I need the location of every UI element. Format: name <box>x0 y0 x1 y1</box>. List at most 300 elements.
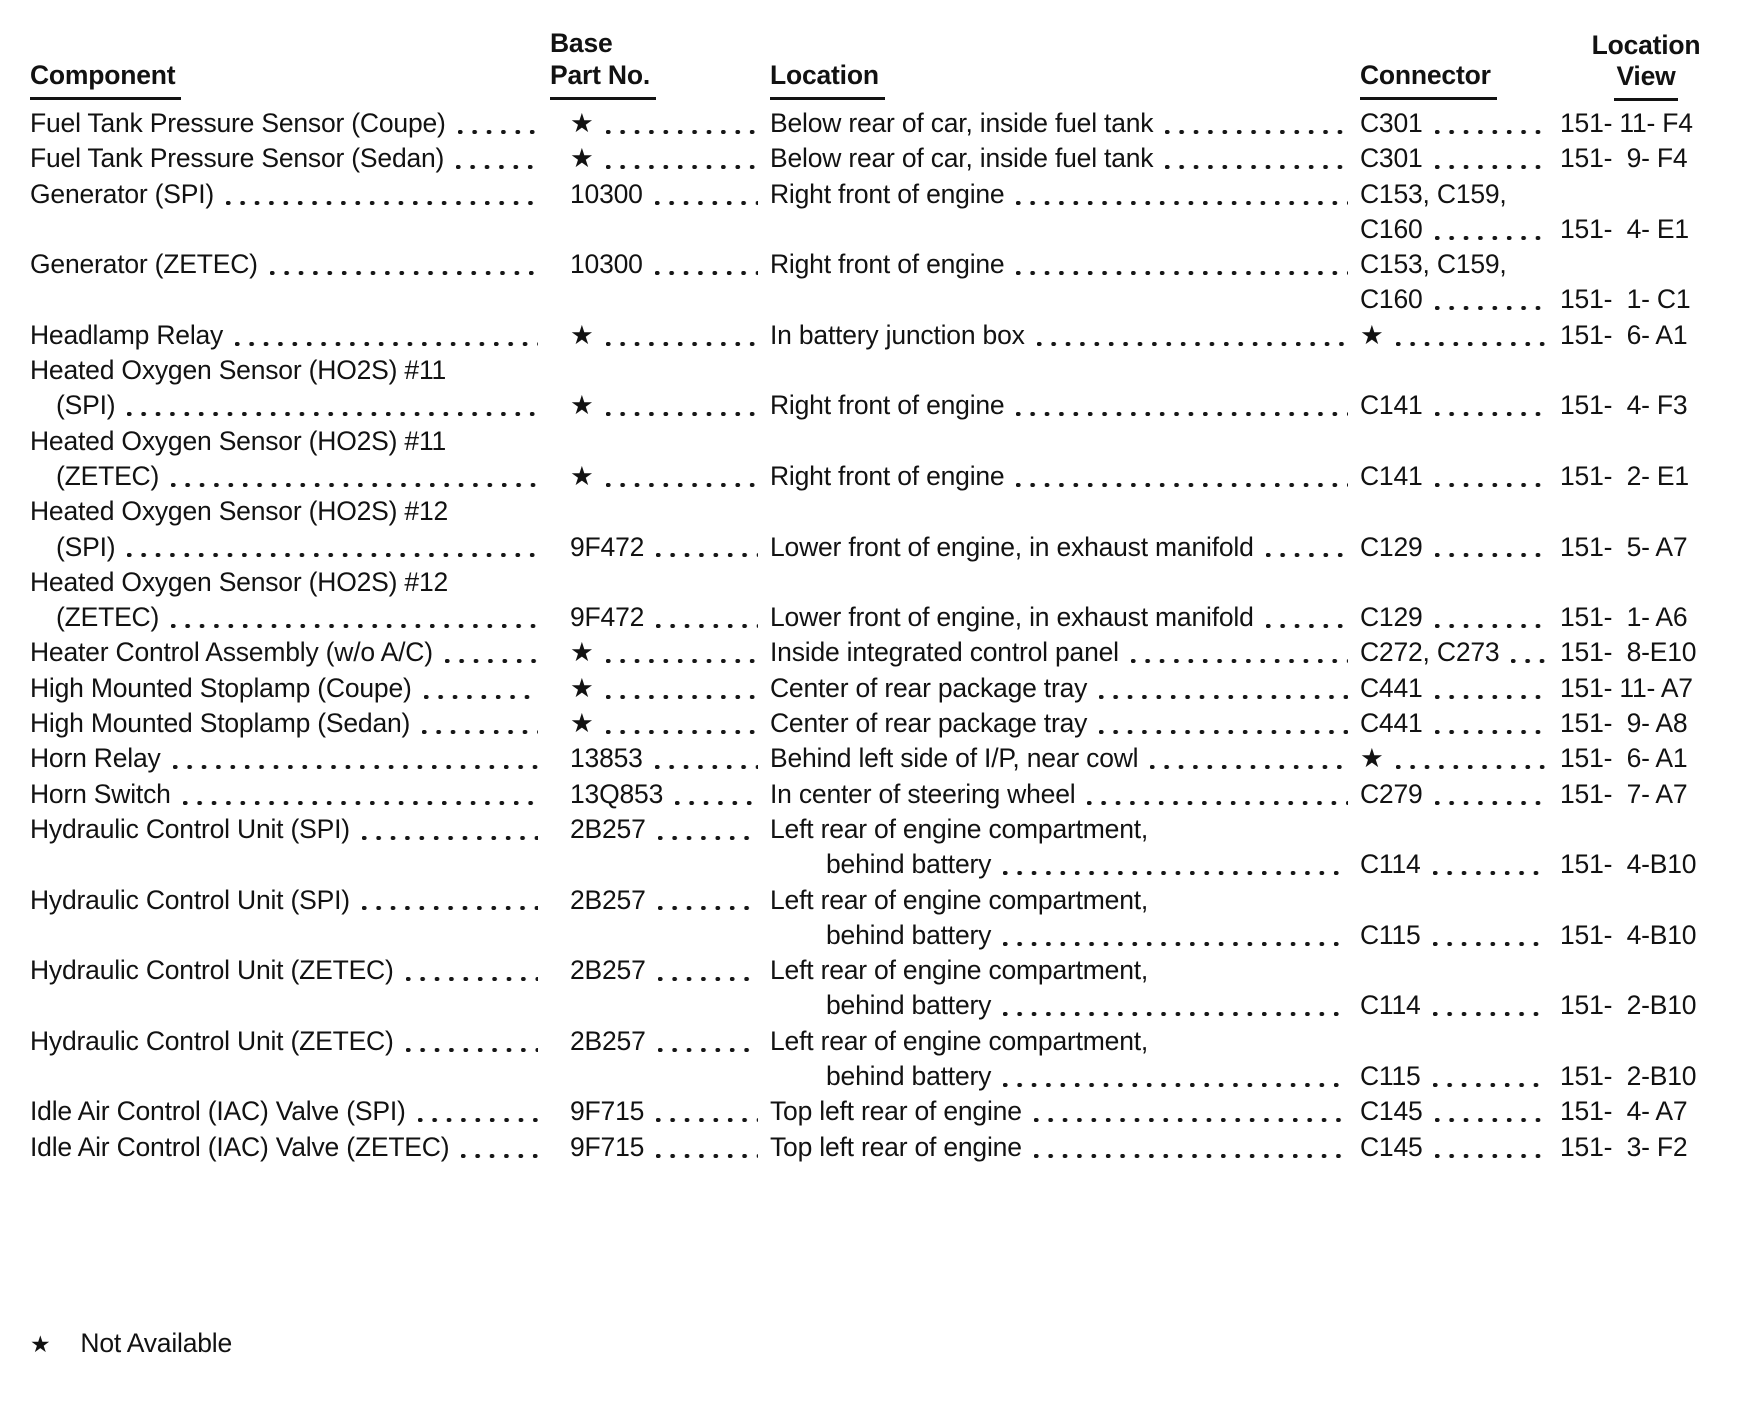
part-text: 2B257 <box>570 813 646 844</box>
connector-cell <box>1360 494 1560 529</box>
location-text: Left rear of engine compartment, <box>770 884 1149 915</box>
view-text: 151- 1- A6 <box>1560 602 1688 633</box>
component-cell <box>30 247 550 282</box>
dot-leader <box>406 977 538 981</box>
table-row <box>30 353 1736 388</box>
dot-leader <box>1433 1083 1548 1087</box>
location-cell <box>770 494 1360 529</box>
part-cell <box>550 106 770 141</box>
dot-leader <box>1435 483 1548 487</box>
component-cell <box>30 282 550 317</box>
connector-cell <box>1360 635 1560 670</box>
dot-leader <box>406 1048 538 1052</box>
connector-cell <box>1360 883 1560 918</box>
table-row <box>30 177 1736 212</box>
part-text: ★ <box>570 319 594 350</box>
view-cell <box>1560 988 1736 1023</box>
column-header-location-label: Location <box>770 60 885 100</box>
dot-leader <box>606 342 758 346</box>
table-row <box>30 741 1736 776</box>
location-cell <box>770 177 1360 212</box>
view-cell <box>1560 318 1736 353</box>
connector-cell <box>1360 282 1560 317</box>
component-cell <box>30 741 550 776</box>
dot-leader <box>1435 695 1548 699</box>
connector-text: C160 <box>1360 213 1423 244</box>
dot-leader <box>1003 871 1348 875</box>
connector-text: C141 <box>1360 390 1423 421</box>
location-cell <box>770 141 1360 176</box>
part-cell <box>550 706 770 741</box>
dot-leader <box>606 730 758 734</box>
part-cell <box>550 600 770 635</box>
view-cell <box>1560 353 1736 388</box>
dot-leader <box>1003 1083 1348 1087</box>
dot-leader <box>1034 1154 1348 1158</box>
location-cell <box>770 741 1360 776</box>
part-cell <box>550 671 770 706</box>
component-cell <box>30 106 550 141</box>
connector-cell <box>1360 706 1560 741</box>
connector-cell <box>1360 459 1560 494</box>
component-cell <box>30 812 550 847</box>
column-header-connector <box>1360 60 1497 100</box>
view-cell <box>1560 565 1736 600</box>
dot-leader <box>655 271 758 275</box>
column-header-part-no <box>550 60 656 100</box>
dot-leader <box>1435 730 1548 734</box>
connector-cell <box>1360 318 1560 353</box>
component-cell <box>30 671 550 706</box>
connector-cell <box>1360 353 1560 388</box>
connector-text: C114 <box>1360 990 1421 1021</box>
connector-text: C301 <box>1360 143 1423 174</box>
table-row <box>30 565 1736 600</box>
connector-text: C301 <box>1360 108 1423 138</box>
dot-leader <box>1433 942 1548 946</box>
dot-leader <box>1150 765 1348 769</box>
table-row <box>30 1094 1736 1129</box>
location-cell <box>770 212 1360 247</box>
component-cell <box>30 565 550 600</box>
component-cell <box>30 1130 550 1165</box>
component-cell <box>30 212 550 247</box>
connector-text: C145 <box>1360 1131 1423 1162</box>
location-text: Lower front of engine, in exhaust manifold <box>770 531 1254 562</box>
view-cell <box>1560 600 1736 635</box>
component-cell <box>30 706 550 741</box>
location-cell <box>770 106 1360 141</box>
location-cell <box>770 706 1360 741</box>
location-cell <box>770 565 1360 600</box>
location-text: behind battery <box>826 919 992 950</box>
connector-text: C153, C159, <box>1360 249 1507 280</box>
component-cell <box>30 918 550 953</box>
table-row <box>30 777 1736 812</box>
view-cell <box>1560 424 1736 459</box>
location-text: Top left rear of engine <box>770 1096 1022 1127</box>
location-text: Behind left side of I/P, near cowl <box>770 743 1139 774</box>
dot-leader <box>362 906 538 910</box>
connector-text: C272, C273 <box>1360 637 1500 668</box>
part-cell <box>550 459 770 494</box>
dot-leader <box>422 730 538 734</box>
part-cell <box>550 353 770 388</box>
location-cell <box>770 318 1360 353</box>
view-text: 151- 4- E1 <box>1560 213 1689 244</box>
part-text: 13853 <box>570 743 643 774</box>
dot-leader <box>1396 342 1548 346</box>
location-cell <box>770 388 1360 423</box>
column-header-component <box>30 60 181 100</box>
column-header-base-label: Base <box>550 28 613 58</box>
part-cell <box>550 741 770 776</box>
dot-leader <box>656 1118 758 1122</box>
connector-text: C115 <box>1360 919 1421 950</box>
part-cell <box>550 1094 770 1129</box>
part-cell <box>550 212 770 247</box>
connector-cell <box>1360 1130 1560 1165</box>
location-text: Left rear of engine compartment, <box>770 955 1149 986</box>
location-text: Right front of engine <box>770 390 1005 421</box>
dot-leader <box>270 271 538 275</box>
location-text: Left rear of engine compartment, <box>770 1025 1149 1056</box>
location-cell <box>770 988 1360 1023</box>
table-row <box>30 141 1736 176</box>
dot-leader <box>656 553 758 557</box>
view-cell <box>1560 388 1736 423</box>
location-cell <box>770 812 1360 847</box>
location-cell <box>770 247 1360 282</box>
dot-leader <box>127 553 538 557</box>
dot-leader <box>461 1154 538 1158</box>
part-cell <box>550 1130 770 1165</box>
part-cell <box>550 424 770 459</box>
table-row <box>30 318 1736 353</box>
location-text: behind battery <box>826 1061 992 1092</box>
component-cell <box>30 177 550 212</box>
dot-leader <box>458 130 538 134</box>
dot-leader <box>1165 165 1348 169</box>
dot-leader <box>606 412 758 416</box>
table-row <box>30 635 1736 670</box>
part-text: 2B257 <box>570 1025 646 1056</box>
component-cell <box>30 494 550 529</box>
component-text: Horn Switch <box>30 778 171 809</box>
view-cell <box>1560 247 1736 282</box>
part-cell <box>550 388 770 423</box>
table-row <box>30 918 1736 953</box>
connector-cell <box>1360 918 1560 953</box>
table-row <box>30 847 1736 882</box>
location-text: Right front of engine <box>770 460 1005 491</box>
column-header-component-label: Component <box>30 60 181 100</box>
connector-text: C129 <box>1360 531 1423 562</box>
part-cell <box>550 247 770 282</box>
table-row <box>30 600 1736 635</box>
star-icon: ★ <box>30 1331 51 1357</box>
location-cell <box>770 1059 1360 1094</box>
view-cell <box>1560 883 1736 918</box>
view-text: 151- 2-B10 <box>1560 990 1697 1021</box>
part-text: 2B257 <box>570 884 646 915</box>
component-cell <box>30 424 550 459</box>
component-text: Heated Oxygen Sensor (HO2S) #12 <box>30 566 449 597</box>
connector-cell <box>1360 388 1560 423</box>
dot-leader <box>1016 201 1348 205</box>
part-text: 10300 <box>570 178 643 209</box>
view-text: 151- 2-B10 <box>1560 1061 1697 1092</box>
part-text: 2B257 <box>570 955 646 986</box>
view-cell <box>1560 530 1736 565</box>
connector-cell <box>1360 741 1560 776</box>
part-cell <box>550 565 770 600</box>
view-text: 151- 9- A8 <box>1560 708 1688 739</box>
dot-leader <box>655 201 758 205</box>
view-cell <box>1560 812 1736 847</box>
connector-cell <box>1360 1094 1560 1129</box>
view-text: 151- 9- F4 <box>1560 143 1688 174</box>
dot-leader <box>1131 659 1348 663</box>
component-cell <box>30 318 550 353</box>
view-cell <box>1560 459 1736 494</box>
dot-leader <box>362 836 538 840</box>
dot-leader <box>1037 342 1348 346</box>
connector-cell <box>1360 212 1560 247</box>
dot-leader <box>655 765 758 769</box>
table-row <box>30 988 1736 1023</box>
dot-leader <box>171 624 538 628</box>
component-text: Hydraulic Control Unit (ZETEC) <box>30 1025 394 1056</box>
component-text: Generator (ZETEC) <box>30 249 258 280</box>
location-text: Top left rear of engine <box>770 1131 1022 1162</box>
connector-text: ★ <box>1360 319 1384 350</box>
view-text: 151- 4- F3 <box>1560 390 1688 421</box>
dot-leader <box>1435 130 1548 134</box>
dot-leader <box>445 659 538 663</box>
connector-cell <box>1360 1024 1560 1059</box>
dot-leader <box>656 1154 758 1158</box>
connector-cell <box>1360 141 1560 176</box>
table-row <box>30 106 1736 141</box>
view-cell <box>1560 141 1736 176</box>
column-header-connector-label: Connector <box>1360 60 1497 100</box>
connector-cell <box>1360 530 1560 565</box>
view-cell <box>1560 212 1736 247</box>
dot-leader <box>656 624 758 628</box>
location-cell <box>770 1094 1360 1129</box>
connector-text: C145 <box>1360 1096 1423 1127</box>
location-text: Right front of engine <box>770 249 1005 280</box>
table-row <box>30 671 1736 706</box>
table-row <box>30 953 1736 988</box>
location-text: Lower front of engine, in exhaust manifold <box>770 602 1254 633</box>
dot-leader <box>1511 659 1548 663</box>
connector-cell <box>1360 424 1560 459</box>
part-cell <box>550 883 770 918</box>
table-row <box>30 494 1736 529</box>
view-text: 151- 11- A7 <box>1560 672 1693 703</box>
component-text: (ZETEC) <box>56 602 160 633</box>
component-cell <box>30 1024 550 1059</box>
dot-leader <box>1435 801 1548 805</box>
view-cell <box>1560 177 1736 212</box>
component-cell <box>30 847 550 882</box>
dot-leader <box>1087 801 1348 805</box>
footnote <box>30 1328 232 1359</box>
connector-text: C160 <box>1360 284 1423 315</box>
view-cell <box>1560 1024 1736 1059</box>
connector-cell <box>1360 565 1560 600</box>
component-text: Heated Oxygen Sensor (HO2S) #12 <box>30 496 449 527</box>
connector-cell <box>1360 953 1560 988</box>
dot-leader <box>1003 942 1348 946</box>
connector-text: C114 <box>1360 849 1421 880</box>
connector-text: C129 <box>1360 602 1423 633</box>
component-cell <box>30 459 550 494</box>
location-text: Left rear of engine compartment, <box>770 813 1149 844</box>
location-text: Right front of engine <box>770 178 1005 209</box>
view-text: 151- 6- A1 <box>1560 319 1688 350</box>
dot-leader <box>1435 306 1548 310</box>
location-cell <box>770 1024 1360 1059</box>
location-cell <box>770 424 1360 459</box>
connector-cell <box>1360 671 1560 706</box>
table-rows <box>30 106 1736 1165</box>
component-cell <box>30 635 550 670</box>
view-text: 151- 4-B10 <box>1560 919 1697 950</box>
connector-cell <box>1360 988 1560 1023</box>
component-text: Fuel Tank Pressure Sensor (Coupe) <box>30 108 446 138</box>
location-cell <box>770 671 1360 706</box>
component-text: (SPI) <box>56 390 116 421</box>
connector-text: C141 <box>1360 460 1423 491</box>
column-header-part-no-label: Part No. <box>550 60 656 100</box>
view-text: 151- 3- F2 <box>1560 1131 1688 1162</box>
location-text: behind battery <box>826 990 992 1021</box>
dot-leader <box>418 1118 538 1122</box>
table-row <box>30 1130 1736 1165</box>
connector-text: C153, C159, <box>1360 178 1507 209</box>
dot-leader <box>658 836 758 840</box>
part-cell <box>550 1059 770 1094</box>
dot-leader <box>1016 412 1348 416</box>
dot-leader <box>1433 871 1548 875</box>
dot-leader <box>1435 624 1548 628</box>
part-cell <box>550 494 770 529</box>
view-text: 151- 11- F4 <box>1560 108 1693 138</box>
connector-text: C115 <box>1360 1061 1421 1092</box>
view-text: 151- 8-E10 <box>1560 637 1697 668</box>
component-text: Fuel Tank Pressure Sensor (Sedan) <box>30 143 445 174</box>
location-cell <box>770 530 1360 565</box>
location-cell <box>770 353 1360 388</box>
view-cell <box>1560 106 1736 141</box>
dot-leader <box>1099 695 1348 699</box>
component-text: Idle Air Control (IAC) Valve (SPI) <box>30 1096 406 1127</box>
component-text: Hydraulic Control Unit (SPI) <box>30 813 350 844</box>
connector-cell <box>1360 177 1560 212</box>
part-text: 9F715 <box>570 1131 645 1162</box>
connector-cell <box>1360 247 1560 282</box>
table-row <box>30 1059 1736 1094</box>
part-text: ★ <box>570 672 594 703</box>
footnote-text: Not Available <box>80 1328 233 1358</box>
column-header-location-view-line2: View <box>1614 61 1677 101</box>
dot-leader <box>1435 165 1548 169</box>
location-cell <box>770 635 1360 670</box>
table-row <box>30 459 1736 494</box>
view-text: 151- 4-B10 <box>1560 849 1697 880</box>
dot-leader <box>1435 1118 1548 1122</box>
location-cell <box>770 1130 1360 1165</box>
view-text: 151- 1- C1 <box>1560 284 1691 315</box>
part-text: ★ <box>570 108 594 138</box>
connector-text: ★ <box>1360 743 1384 774</box>
column-header-location-view-line1: Location <box>1591 30 1701 60</box>
dot-leader <box>1016 271 1348 275</box>
location-text: Inside integrated control panel <box>770 637 1119 668</box>
dot-leader <box>1266 553 1348 557</box>
part-cell <box>550 177 770 212</box>
table-row <box>30 1024 1736 1059</box>
component-text: Headlamp Relay <box>30 319 224 350</box>
part-cell <box>550 530 770 565</box>
dot-leader <box>1266 624 1348 628</box>
table-row <box>30 812 1736 847</box>
location-text: Center of rear package tray <box>770 708 1088 739</box>
dot-leader <box>226 201 538 205</box>
component-cell <box>30 777 550 812</box>
part-text: 9F472 <box>570 531 645 562</box>
dot-leader <box>1165 130 1348 134</box>
connector-cell <box>1360 847 1560 882</box>
component-cell <box>30 353 550 388</box>
dot-leader <box>606 695 758 699</box>
component-cell <box>30 953 550 988</box>
dot-leader <box>658 977 758 981</box>
component-cell <box>30 883 550 918</box>
dot-leader <box>1003 1012 1348 1016</box>
part-cell <box>550 812 770 847</box>
location-text: Below rear of car, inside fuel tank <box>770 143 1154 174</box>
part-text: ★ <box>570 460 594 491</box>
part-text: ★ <box>570 637 594 668</box>
component-text: Heater Control Assembly (w/o A/C) <box>30 637 433 668</box>
dot-leader <box>658 1048 758 1052</box>
part-cell <box>550 777 770 812</box>
view-cell <box>1560 1094 1736 1129</box>
location-cell <box>770 282 1360 317</box>
table-row <box>30 282 1736 317</box>
location-text: In center of steering wheel <box>770 778 1076 809</box>
part-cell <box>550 282 770 317</box>
table-row <box>30 883 1736 918</box>
connector-text: C279 <box>1360 778 1423 809</box>
dot-leader <box>127 412 538 416</box>
component-cell <box>30 530 550 565</box>
view-text: 151- 5- A7 <box>1560 531 1688 562</box>
part-text: 9F472 <box>570 602 645 633</box>
dot-leader <box>456 165 538 169</box>
location-cell <box>770 883 1360 918</box>
dot-leader <box>171 483 538 487</box>
dot-leader <box>658 906 758 910</box>
part-text: 13Q853 <box>570 778 664 809</box>
component-text: Horn Relay <box>30 743 161 774</box>
table-row <box>30 424 1736 459</box>
view-text: 151- 7- A7 <box>1560 778 1688 809</box>
